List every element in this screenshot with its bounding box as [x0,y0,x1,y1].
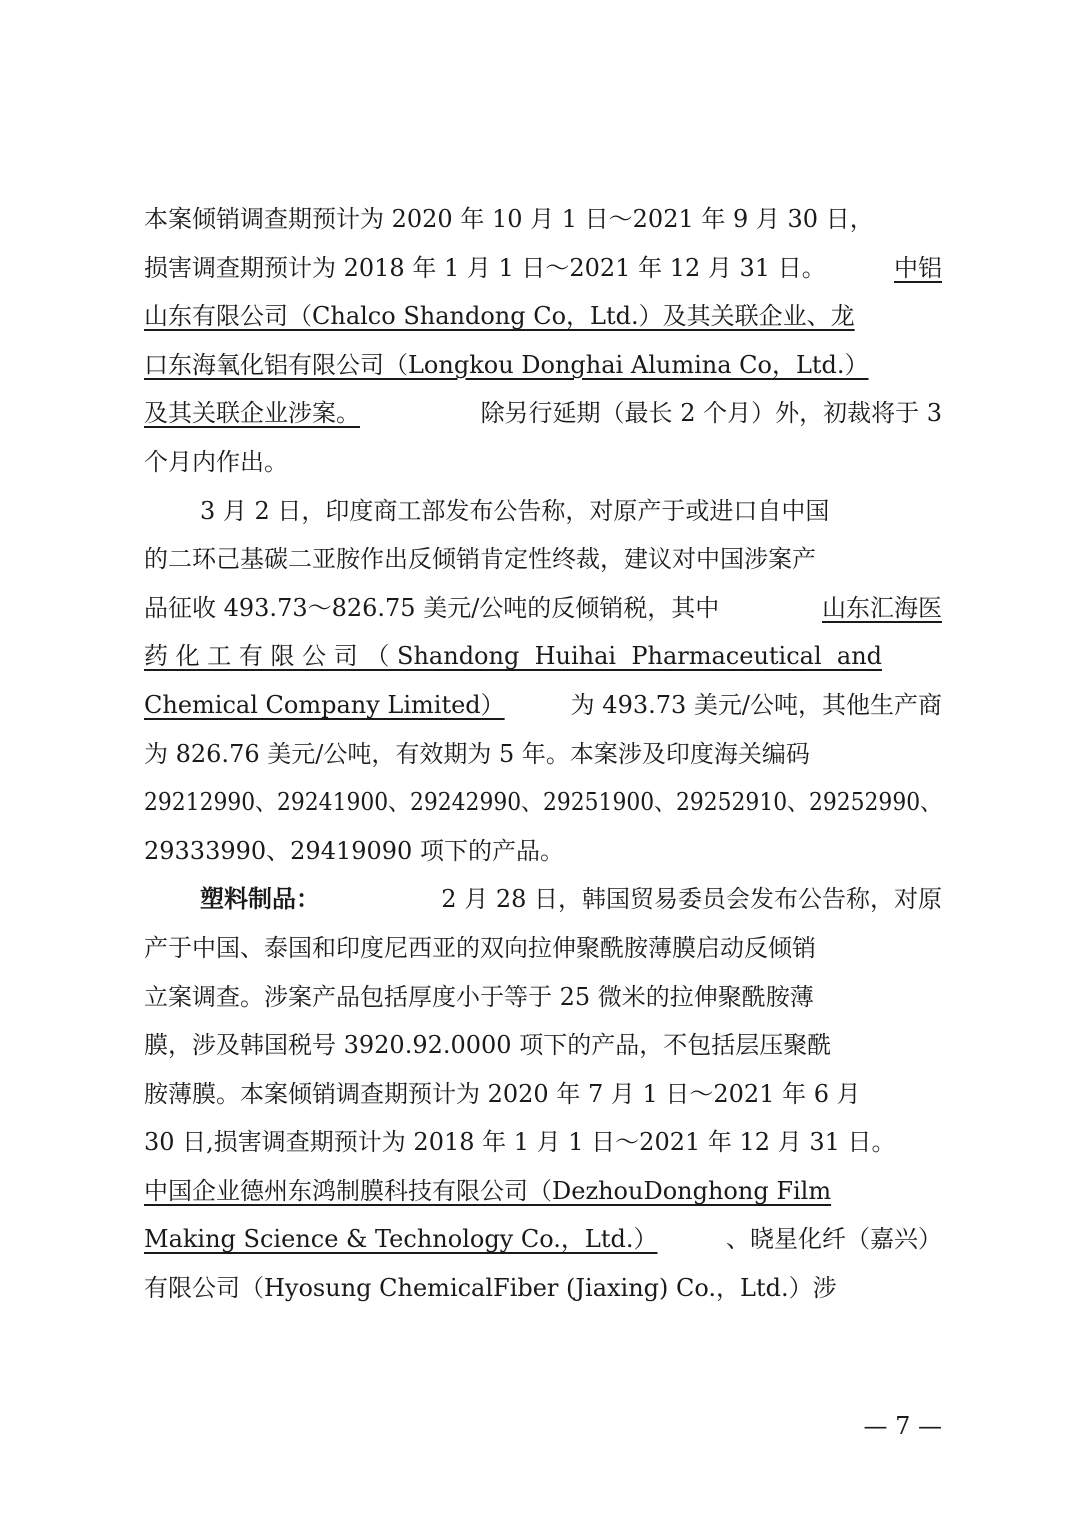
text-segment: 本案倾销调查期预计为 2020 年 10 月 1 日～2021 年 9 月 30 日， [144,205,874,233]
text-line [144,1118,942,1167]
text-line [144,681,942,730]
text-line [144,195,942,244]
text-line [144,1021,942,1070]
company-name-underlined: 山东有限公司（Chalco Shandong Co，Ltd.）及其关联企业、龙 [144,302,855,331]
section-heading: 塑料制品： [200,885,320,914]
text-segment: 除另行延期（最长 2 个月）外，初裁将于 3 [480,399,942,428]
text-line [144,730,942,779]
company-name-underlined: Making Science & Technology Co.，Ltd.） [144,1225,658,1254]
text-segment: 立案调查。涉案产品包括厚度小于等于 25 微米的拉伸聚酰胺薄 [144,982,814,1011]
text-segment: 3 月 2 日，印度商工部发布公告称，对原产于或进口自中国 [200,496,830,525]
text-line [144,535,942,584]
text-segment: 品征收 493.73～826.75 美元/公吨的反倾销税，其中 [144,593,720,622]
company-name-underlined: Chemical Company Limited） [144,690,505,719]
text-segment: 30 日,损害调查期预计为 2018 年 1 月 1 日～2021 年 12 月 31 日。 [144,1128,896,1157]
text-line [144,584,942,633]
company-name-underlined: 中铝 [894,253,942,282]
text-line [144,973,942,1022]
text-segment: 胺薄膜。本案倾销调查期预计为 2020 年 7 月 1 日～2021 年 6 月 [144,1079,861,1108]
text-line [144,1070,942,1119]
text-segment: 29212990、29241900、29242990、29251900、29252910、29252990、 [144,788,942,817]
text-segment: 有限公司（Hyosung ChemicalFiber (Jiaxing) Co.，Ltd.）涉 [144,1274,837,1303]
paragraph-first-line [144,487,942,536]
text-segment: 29333990、29419090 项下的产品。 [144,836,564,865]
text-segment: 膜，涉及韩国税号 3920.92.0000 项下的产品，不包括层压聚酰 [144,1031,832,1060]
company-name-underlined: 及其关联企业涉案。 [144,399,360,428]
text-segment: 为 826.76 美元/公吨，有效期为 5 年。本案涉及印度海关编码 [144,739,810,768]
text-line [144,292,942,341]
paragraph-first-line [144,875,942,924]
text-line [144,827,942,876]
text-segment: 个月内作出。 [144,447,288,476]
text-line [144,1264,942,1313]
text-line [144,389,942,438]
text-line [144,632,942,681]
text-segment: 2 月 28 日，韩国贸易委员会发布公告称，对原 [441,885,942,914]
text-line [144,778,942,827]
company-name-underlined: 山东汇海医 [822,593,942,622]
text-segment: 产于中国、泰国和印度尼西亚的双向拉伸聚酰胺薄膜启动反倾销 [144,933,816,962]
text-line [144,244,942,293]
text-segment: 损害调查期预计为 2018 年 1 月 1 日～2021 年 12 月 31 日。 [144,253,826,282]
company-name-underlined: 中国企业德州东鸿制膜科技有限公司（DezhouDonghong Film [144,1176,832,1205]
company-name-underlined: 药 化 工 有 限 公 司 （ Shandong Huihai Pharmaceutical and [144,642,883,671]
text-line [144,924,942,973]
text-segment: 的二环己基碳二亚胺作出反倾销肯定性终裁，建议对中国涉案产 [144,545,816,574]
text-line [144,1215,942,1264]
text-line [144,1167,942,1216]
company-name-underlined: 口东海氧化铝有限公司（Longkou Donghai Alumina Co，Ltd.） [144,350,869,379]
body-text [144,195,942,1313]
text-segment: 、晓星化纤（嘉兴） [726,1225,942,1254]
text-line [144,438,942,487]
text-line [144,341,942,390]
text-segment: 为 493.73 美元/公吨，其他生产商 [570,690,942,719]
page-number: — 7 — [863,1412,942,1440]
